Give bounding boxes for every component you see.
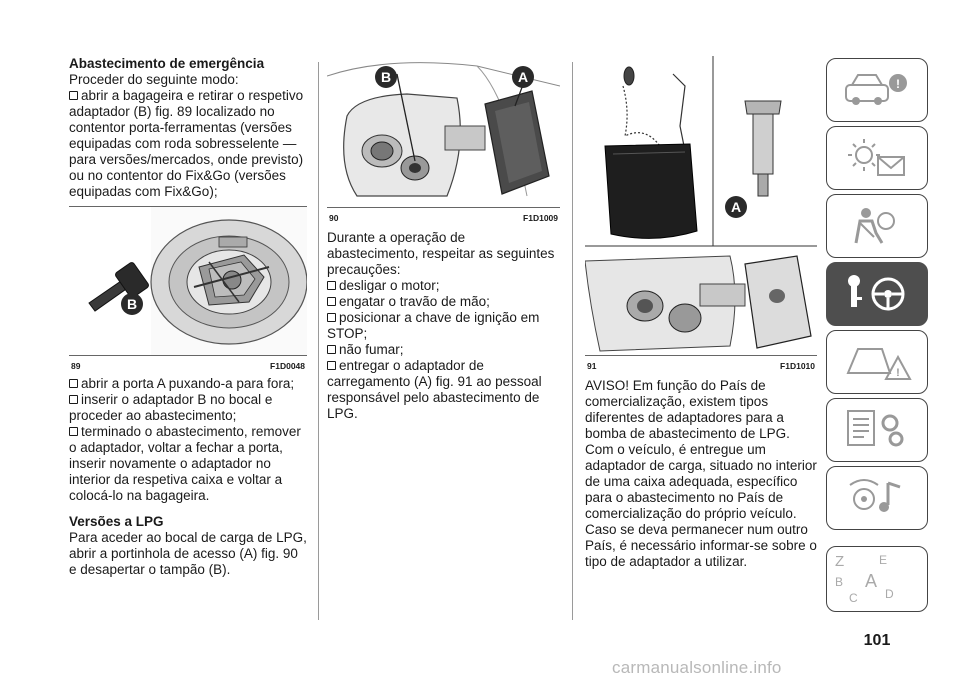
chapter-tab-safety[interactable] [826,194,928,258]
figure-code: F1D1009 [523,213,558,223]
paragraph: Para aceder ao bocal de carga de LPG, abrir a portinhola de acesso (A) fig. 90 e desapertar o tampão (B). [69,530,307,577]
svg-text:!: ! [896,77,900,91]
list-item: engatar o travão de mão; [327,294,560,310]
car-info-icon [842,67,912,113]
figure-code: F1D0048 [270,361,305,371]
bullet-box-icon [69,395,78,404]
list-item: abrir a bagageira e retirar o respetivo adaptador (B) fig. 89 localizado no contentor porta-ferramentas (versões equipadas com roda sobresselente — para versões/mercados, onde previsto) ou no contentor do Fix&Go (versões equipadas com Fix&Go); [69,88,304,199]
figure-code: F1D1010 [780,361,815,371]
bullet-box-icon [327,345,336,354]
figure-number: 90 [329,213,339,223]
figure-label: B [121,293,143,315]
column-left [69,56,307,578]
paragraph: AVISO! Em função do País de comercialização, existem tipos diferentes de adaptadores para a bomba de abastecimento de LPG. Com o veículo, é entregue um adaptador de carga, situado no interior de uma caixa adequada, específico para o abastecimento no País de comercialização do próprio veículo. Caso se deva permanecer num outro País, é necessário informar-se sobre o tipo de adaptador a utilizar. [585,378,817,569]
figure-label: A [725,196,747,218]
warning-triangle-car-icon [842,339,912,385]
multimedia-icon [842,475,912,521]
figure-number: 89 [71,361,81,371]
column-right [585,56,817,570]
bullet-box-icon [327,313,336,322]
list-item: abrir a porta A puxando-a para fora; [69,376,307,392]
chapter-tab-starting-driving[interactable] [826,262,928,326]
bullet-box-icon [327,281,336,290]
figure-label-a: A [512,66,534,88]
list-item: terminado o abastecimento, remover o adaptador, voltar a fechar a porta, inserir novamente o adaptador no interior da respetiva caixa e voltar a colocá-lo na bagageira. [69,424,301,503]
chapter-tab-emergency[interactable] [826,330,928,394]
intro-text: Proceder do seguinte modo: [69,72,239,87]
list-item: não fumar; [327,342,560,358]
page-number: 101 [863,632,891,649]
chapter-tab-maintenance[interactable] [826,398,928,462]
bullet-box-icon [69,427,78,436]
index-az-icon: Z E B A C D [835,553,894,605]
chapter-tab-index[interactable] [826,546,928,612]
key-steering-wheel-icon [842,271,912,317]
column-middle [327,56,560,422]
figure-89 [69,206,307,356]
lights-message-icon [842,135,912,181]
figure-number: 91 [587,361,597,371]
list-item: inserir o adaptador B no bocal e proceder ao abastecimento; [69,392,273,423]
figure-label-b: B [375,66,397,88]
adapter-pouch-illustration [585,56,817,356]
column-divider [318,62,319,620]
watermark: carmanualsonline.info [612,658,782,677]
chapter-tab-car-info[interactable] [826,58,928,122]
svg-text:!: ! [896,367,900,379]
bullet-box-icon [327,361,336,370]
column-divider [572,62,573,620]
section-heading: Abastecimento de emergência [69,56,265,71]
bullet-box-icon [327,297,336,306]
bullet-box-icon [69,379,78,388]
list-item: entregar o adaptador de carregamento (A) fig. 91 ao pessoal responsável pelo abastecimento de LPG. [327,358,542,421]
intro-text: Durante a operação de abastecimento, respeitar as seguintes precauções: [327,230,555,277]
section-heading: Versões a LPG [69,514,164,529]
figure-90 [327,56,560,208]
bullet-box-icon [69,91,78,100]
chapter-tab-lights[interactable] [826,126,928,190]
airbag-safety-icon [842,203,912,249]
figure-91 [585,56,817,356]
maintenance-gears-icon [842,407,912,453]
spare-wheel-illustration [69,207,307,356]
chapter-tab-multimedia[interactable] [826,466,928,530]
list-item: posicionar a chave de ignição em STOP; [327,310,540,341]
list-item: desligar o motor; [327,278,560,294]
